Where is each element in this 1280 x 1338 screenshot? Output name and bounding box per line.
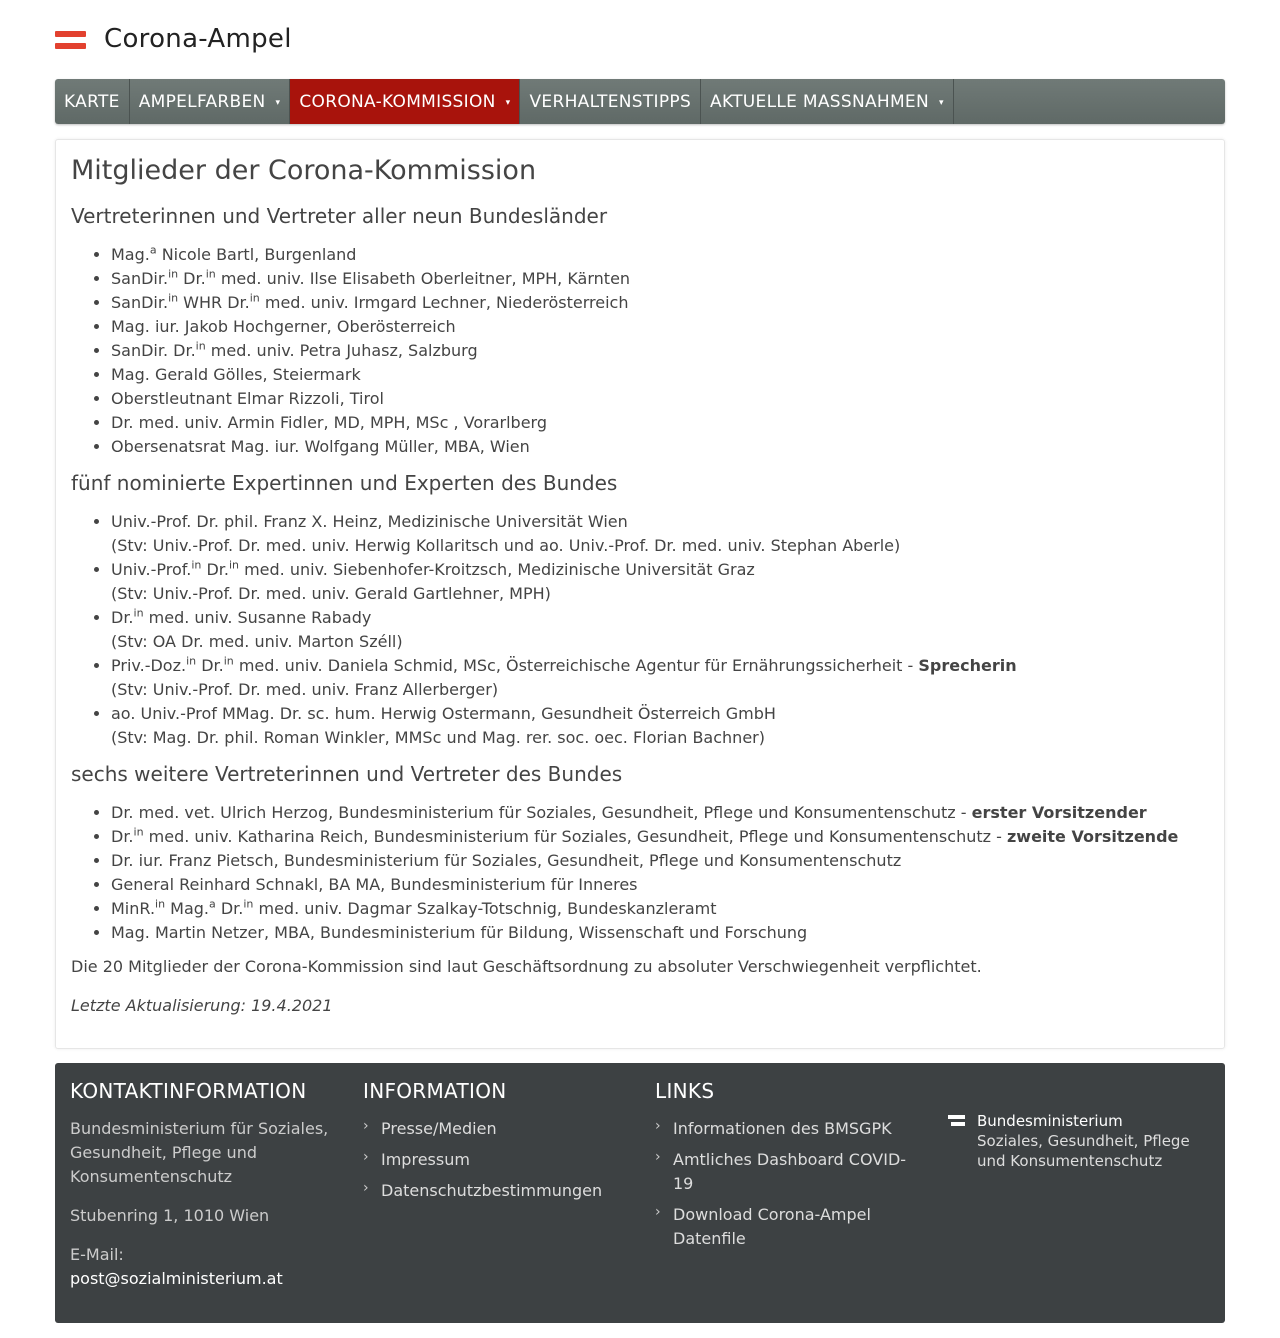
ministry-logo-text bbox=[977, 1111, 1190, 1171]
nav-item-ampelfarben[interactable] bbox=[130, 79, 291, 124]
footer-information-heading: INFORMATION bbox=[363, 1079, 507, 1103]
chevron-right-icon: › bbox=[655, 1149, 661, 1165]
nav-item-label: KARTE bbox=[64, 91, 120, 112]
footer-link-download[interactable] bbox=[655, 1203, 915, 1251]
expert-item: • Dr.$^{in}$ med. univ. Susanne Rabady (Stv: OA Dr. med. univ. Marton Széll) bbox=[111, 606, 1017, 654]
confidentiality-note: Die 20 Mitglieder der Corona-Kommission sind laut Geschäftsordnung zu absoluter Verschwiegenheit verpflichtet. bbox=[71, 957, 982, 976]
expert-item: • Univ.-Prof. Dr. phil. Franz X. Heinz, Medizinische Universität Wien (Stv: Univ.-Prof. Dr. med. univ. Herwig Kollaritsch und ao. Univ.-Prof. Dr. med. univ. Stephan Aberle) bbox=[111, 510, 1017, 558]
footer-link-bmsgpk[interactable] bbox=[655, 1117, 915, 1141]
section-heading-bund: sechs weitere Vertreterinnen und Vertreter des Bundes bbox=[71, 762, 623, 786]
member-item: • SanDir.$^{in}$ WHR Dr.$^{in}$ med. univ. Irmgard Lechner, Niederösterreich bbox=[111, 291, 630, 315]
member-item: • SanDir.$^{in}$ Dr.$^{in}$ med. univ. Ilse Elisabeth Oberleitner, MPH, Kärnten bbox=[111, 267, 630, 291]
nav-item-corona-kommission[interactable] bbox=[290, 79, 520, 124]
site-header bbox=[55, 22, 292, 56]
footer-link-presse[interactable] bbox=[363, 1117, 633, 1141]
chevron-right-icon: › bbox=[655, 1118, 661, 1134]
footer-org-line: Konsumentenschutz bbox=[70, 1167, 233, 1186]
member-item: • Obersenatsrat Mag. iur. Wolfgang Müller, MBA, Wien bbox=[111, 435, 630, 459]
site-title[interactable]: Corona-Ampel bbox=[104, 24, 292, 54]
member-item: • Oberstleutnant Elmar Rizzoli, Tirol bbox=[111, 387, 630, 411]
member-item: • General Reinhard Schnakl, BA MA, Bundesministerium für Inneres bbox=[111, 873, 1178, 897]
footer-email-link[interactable]: post@sozialministerium.at bbox=[70, 1269, 283, 1288]
footer-link-label: Download Corona-Ampel bbox=[673, 1205, 871, 1224]
footer-information bbox=[363, 1079, 633, 1203]
nav-item-label: VERHALTENSTIPPS bbox=[529, 91, 692, 112]
footer-link-label: Informationen des BMSGPK bbox=[673, 1119, 892, 1138]
member-item: • Mag. Martin Netzer, MBA, Bundesministerium für Bildung, Wissenschaft und Forschung bbox=[111, 921, 1178, 945]
member-item: • Mag. iur. Jakob Hochgerner, Oberösterreich bbox=[111, 315, 630, 339]
ministry-logo-line: Soziales, Gesundheit, Pflege bbox=[977, 1132, 1190, 1150]
footer-link-label: Presse/Medien bbox=[381, 1119, 497, 1138]
footer-contact-heading: KONTAKTINFORMATION bbox=[70, 1079, 307, 1103]
footer-link-dashboard[interactable] bbox=[655, 1148, 915, 1196]
section-heading-experten: fünf nominierte Expertinnen und Experten des Bundes bbox=[71, 471, 618, 495]
member-item: • Dr. iur. Franz Pietsch, Bundesministerium für Soziales, Gesundheit, Pflege und Konsumentenschutz bbox=[111, 849, 1178, 873]
ministry-logo-line: Bundesministerium bbox=[977, 1112, 1123, 1130]
footer-contact bbox=[70, 1079, 340, 1291]
footer-link-label: Datenfile bbox=[673, 1229, 746, 1248]
chevron-right-icon: › bbox=[363, 1118, 369, 1134]
member-list-bundeslaender bbox=[71, 243, 630, 459]
ministry-logo-icon bbox=[948, 1114, 965, 1128]
chevron-right-icon: › bbox=[363, 1180, 369, 1196]
nav-item-karte[interactable] bbox=[55, 79, 130, 124]
member-list-experten bbox=[71, 510, 1017, 750]
footer-link-label: Amtliches Dashboard COVID- bbox=[673, 1150, 907, 1169]
footer bbox=[55, 1063, 1225, 1323]
member-list-bund bbox=[71, 801, 1178, 945]
footer-email-block bbox=[70, 1243, 340, 1291]
main-navigation bbox=[55, 79, 1225, 124]
last-updated: Letzte Aktualisierung: 19.4.2021 bbox=[71, 996, 333, 1015]
section-heading-bundeslaender: Vertreterinnen und Vertreter aller neun Bundesländer bbox=[71, 204, 608, 228]
expert-item: • ao. Univ.-Prof MMag. Dr. sc. hum. Herwig Ostermann, Gesundheit Österreich GmbH (Stv: Mag. Dr. phil. Roman Winkler, MMSc und Mag. rer. soc. oec. Florian Bachner) bbox=[111, 702, 1017, 750]
footer-link-label: 19 bbox=[673, 1174, 694, 1193]
austria-flag-logo-icon[interactable] bbox=[55, 28, 86, 50]
nav-item-label: CORONA-KOMMISSION bbox=[299, 91, 496, 112]
nav-item-label: AKTUELLE MASSNAHMEN bbox=[710, 91, 929, 112]
member-item: • Dr. med. univ. Armin Fidler, MD, MPH, MSc , Vorarlberg bbox=[111, 411, 630, 435]
caret-down-icon: ▾ bbox=[939, 97, 944, 108]
footer-links bbox=[655, 1079, 915, 1251]
nav-item-verhaltenstipps[interactable] bbox=[520, 79, 701, 124]
footer-email-label: E-Mail: bbox=[70, 1245, 124, 1264]
member-item: • MinR.$^{in}$ Mag.$^a$ Dr.$^{in}$ med. univ. Dagmar Szalkay-Totschnig, Bundeskanzleramt bbox=[111, 897, 1178, 921]
expert-item: • Priv.-Doz.$^{in}$ Dr.$^{in}$ med. univ. Daniela Schmid, MSc, Österreichische Agentur für Ernährungssicherheit - Sprecherin (Stv: Univ.-Prof. Dr. med. univ. Franz Allerberger) bbox=[111, 654, 1017, 702]
footer-org-line: Gesundheit, Pflege und bbox=[70, 1143, 257, 1162]
footer-org-line: Bundesministerium für Soziales, bbox=[70, 1119, 329, 1138]
member-item: • Mag.$^a$ Nicole Bartl, Burgenland bbox=[111, 243, 630, 267]
chevron-right-icon: › bbox=[363, 1149, 369, 1165]
footer-address: Stubenring 1, 1010 Wien bbox=[70, 1206, 270, 1225]
footer-org-name bbox=[70, 1117, 340, 1189]
footer-link-label: Impressum bbox=[381, 1150, 470, 1169]
page-title: Mitglieder der Corona-Kommission bbox=[71, 155, 537, 186]
chevron-right-icon: › bbox=[655, 1204, 661, 1220]
member-item: • Dr. med. vet. Ulrich Herzog, Bundesministerium für Soziales, Gesundheit, Pflege und Konsumentenschutz - erster Vorsitzender bbox=[111, 801, 1178, 825]
member-item: • Mag. Gerald Gölles, Steiermark bbox=[111, 363, 630, 387]
caret-down-icon: ▾ bbox=[275, 97, 281, 108]
caret-down-icon: ▾ bbox=[505, 97, 511, 108]
footer-links-heading: LINKS bbox=[655, 1079, 715, 1103]
member-item: • Dr.$^{in}$ med. univ. Katharina Reich, Bundesministerium für Soziales, Gesundheit, Pflege und Konsumentenschutz - zweite Vorsitzende bbox=[111, 825, 1178, 849]
ministry-logo-line: und Konsumentenschutz bbox=[977, 1152, 1163, 1170]
content-card bbox=[55, 139, 1225, 1049]
footer-link-impressum[interactable] bbox=[363, 1148, 633, 1172]
member-item: • SanDir. Dr.$^{in}$ med. univ. Petra Juhasz, Salzburg bbox=[111, 339, 630, 363]
expert-item: • Univ.-Prof.$^{in}$ Dr.$^{in}$ med. univ. Siebenhofer-Kroitzsch, Medizinische Universität Graz (Stv: Univ.-Prof. Dr. med. univ. Gerald Gartlehner, MPH) bbox=[111, 558, 1017, 606]
nav-item-label: AMPELFARBEN bbox=[138, 91, 266, 112]
nav-item-aktuelle-massnahmen[interactable] bbox=[701, 79, 954, 124]
footer-link-label: Datenschutzbestimmungen bbox=[381, 1181, 603, 1200]
footer-link-datenschutz[interactable] bbox=[363, 1179, 633, 1203]
